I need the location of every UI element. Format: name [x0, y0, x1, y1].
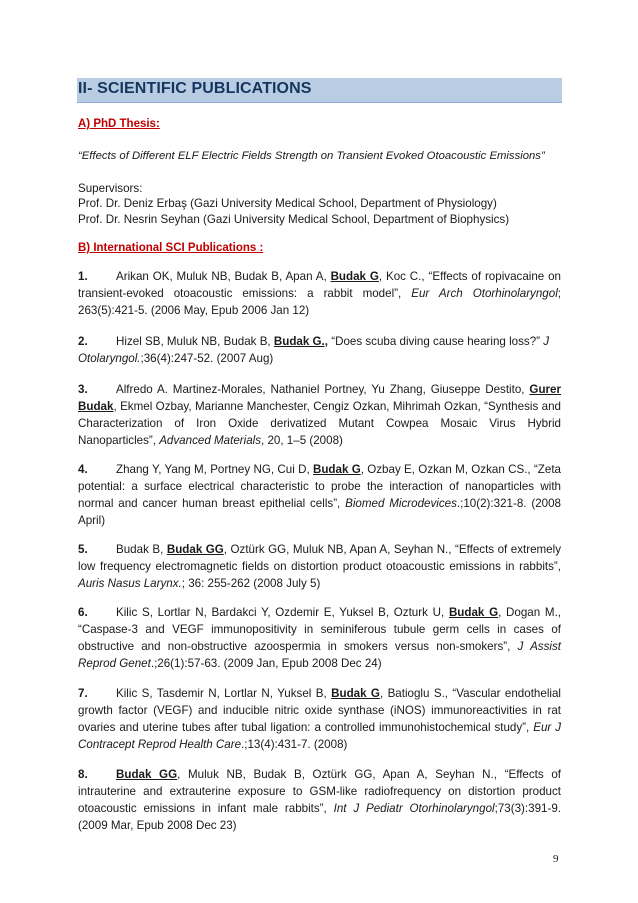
publication-number: 8.	[78, 768, 88, 781]
highlighted-author: Budak GG	[166, 543, 224, 556]
journal-name: Eur J Contracept Reprod Health Care	[78, 721, 562, 751]
page-number: 9	[553, 853, 559, 865]
journal-name: Int J Pediatr Otorhinolaryngol	[333, 802, 495, 815]
highlighted-author: Budak GG	[116, 768, 178, 781]
publication-details: “Does scuba diving cause hearing loss?”	[328, 335, 544, 348]
publication-details: , Ekmel Ozbay, Marianne Manchester, Cengiz Ozkan, Mihrimah Ozkan, “Synthesis and Characterization of Iron Oxide derivatized Mutant Cowpea Mosaic Virus Hybrid Nanoparticles”,	[78, 400, 561, 447]
publication-citation: .;13(4):431-7. (2008)	[241, 738, 348, 751]
publication-number: 1.	[78, 270, 88, 283]
section-header	[77, 78, 562, 103]
supervisor-1: Prof. Dr. Deniz Erbaş (Gazi University Medical School, Department of Physiology)	[78, 197, 497, 210]
phd-thesis-title: “Effects of Different ELF Electric Fields Strength on Transient Evoked Otoacoustic Emissions”	[78, 150, 545, 162]
publication-details: , Oztürk GG, Muluk NB, Apan A, Seyhan N., “Effects of extremely low frequency electromagnetic fields on distortion product otoacoustic emissions in rabbits”,	[78, 543, 561, 573]
section-title: II- SCIENTIFIC PUBLICATIONS	[78, 80, 312, 97]
publication-authors: Hizel SB, Muluk NB, Budak B,	[116, 335, 274, 348]
publication-8	[78, 766, 561, 834]
publication-citation: ;36(4):247-52. (2007 Aug)	[140, 352, 274, 365]
publication-details: , Dogan M., “Caspase-3 and VEGF immunopositivity in seminiferous tubule germ cells in cases of obstructive and non-obstructive azoospermia in smokers versus non-smokers”,	[78, 606, 562, 653]
publication-3	[78, 381, 561, 449]
publication-details: , Ozbay E, Ozkan M, Ozkan CS., “Zeta potential: a surface electrical characteristic to probe the interaction of nanoparticles with normal and cancer human breast epithelial cells”,	[78, 463, 561, 510]
publication-details: , Koc C., “Effects of ropivacaine on transient-evoked otoacoustic emissions: a rabbit model”,	[78, 270, 562, 300]
highlighted-author: Budak G	[330, 270, 379, 283]
publication-authors: Kilic S, Lortlar N, Bardakci Y, Ozdemir E, Yuksel B, Ozturk U,	[116, 606, 449, 619]
journal-name: Eur Arch Otorhinolaryngol	[411, 287, 558, 300]
publication-7	[78, 685, 561, 753]
publication-authors: Arikan OK, Muluk NB, Budak B, Apan A,	[116, 270, 331, 283]
publication-citation: ; 36: 255-262 (2008 July 5)	[181, 577, 321, 590]
journal-name: Biomed Microdevices	[345, 497, 457, 510]
publication-authors: Kilic S, Tasdemir N, Lortlar N, Yuksel B,	[116, 687, 332, 700]
publication-citation: ;73(3):391-9. (2009 Mar, Epub 2008 Dec 23)	[78, 802, 561, 832]
highlighted-author: Budak G.,	[273, 335, 328, 348]
journal-name: Auris Nasus Larynx.	[78, 577, 182, 590]
publication-number: 4.	[78, 463, 88, 476]
publication-authors: Budak B,	[116, 543, 167, 556]
publication-details: , Muluk NB, Budak B, Oztürk GG, Apan A, Seyhan N., “Effects of intrauterine and extrauterine exposure to GSM-like radiofrequency on distortion product otoacoustic emissions in infant male rabbits”,	[78, 768, 561, 815]
highlighted-author: Budak G	[448, 606, 499, 619]
highlighted-author: Budak G	[331, 687, 380, 700]
highlighted-author: Gurer Budak	[78, 383, 561, 413]
highlighted-author: Budak G	[312, 463, 361, 476]
publication-details: , Batioglu S., “Vascular endothelial growth factor (VEGF) and inducible nitric oxide synthase (iNOS) immunoreactivities in rat ovaries and uterine tubes after tubal ligation: a controlled immunohistochemical study”,	[78, 687, 561, 734]
publication-1	[78, 268, 561, 319]
publication-authors: Alfredo A. Martinez-Morales, Nathaniel Portney, Yu Zhang, Giuseppe Destito,	[116, 383, 530, 396]
publication-number: 3.	[78, 383, 88, 396]
publication-authors: Zhang Y, Yang M, Portney NG, Cui D,	[116, 463, 313, 476]
publication-number: 5.	[78, 543, 88, 556]
publication-number: 7.	[78, 687, 88, 700]
publication-citation: .;10(2):321-8. (2008 April)	[78, 497, 561, 527]
publication-5	[78, 541, 561, 592]
supervisors-label: Supervisors:	[78, 182, 143, 195]
publication-citation: ; 263(5):421-5. (2006 May, Epub 2006 Jan 12)	[78, 287, 562, 317]
publication-2	[78, 333, 561, 367]
sci-publications-heading: B) International SCI Publications :	[78, 242, 264, 254]
journal-name: J Assist Reprod Genet	[78, 640, 561, 670]
publication-number: 6.	[78, 606, 88, 619]
publication-citation: .;26(1):57-63. (2009 Jan, Epub 2008 Dec 24)	[150, 657, 382, 670]
phd-thesis-heading: A) PhD Thesis:	[78, 118, 160, 130]
journal-name: Advanced Materials	[159, 434, 262, 447]
publication-citation: , 20, 1–5 (2008)	[261, 434, 343, 447]
supervisor-2: Prof. Dr. Nesrin Seyhan (Gazi University Medical School, Department of Biophysics)	[78, 213, 510, 226]
publication-number: 2.	[78, 335, 88, 348]
journal-name: J Otolaryngol.	[78, 335, 550, 365]
publication-4	[78, 461, 561, 529]
publication-6	[78, 604, 561, 672]
